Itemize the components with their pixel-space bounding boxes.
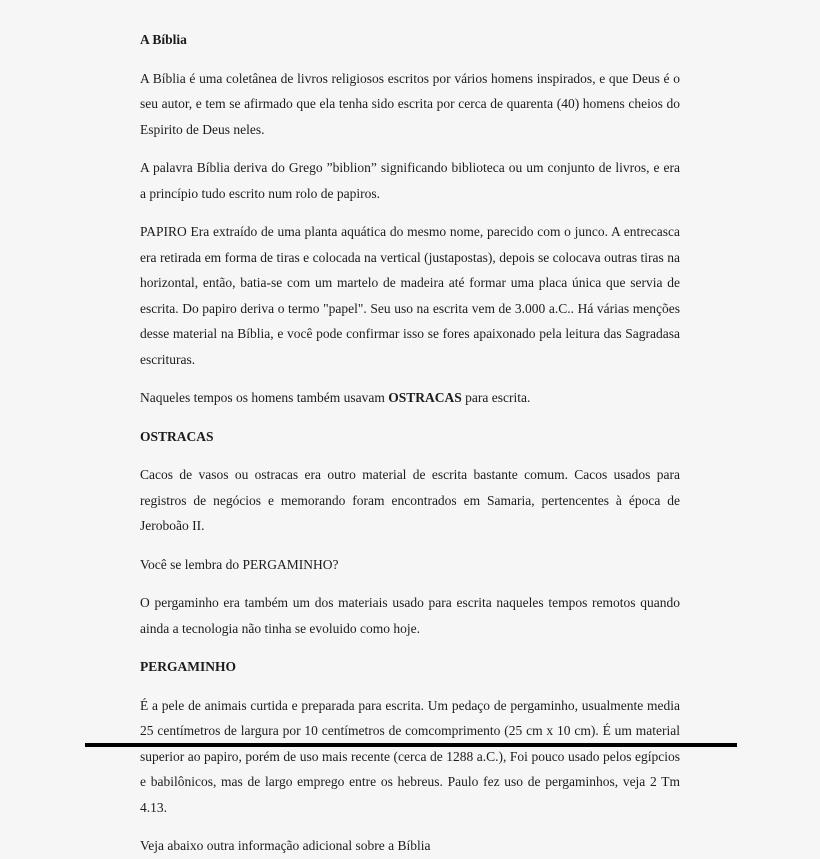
document-title: A Bíblia	[140, 32, 187, 47]
heading-ostracas: OSTRACAS	[140, 428, 214, 444]
ostracas-intro-before: Naqueles tempos os homens também usavam	[140, 390, 389, 405]
paragraph-pergaminho-intro: O pergaminho era também um dos materiais usado para escrita naqueles tempos remotos quando ainda a tecnologia não tinha se evoluido como hoje.	[140, 595, 680, 636]
paragraph-pergaminho-question: Você se lembra do PERGAMINHO?	[140, 556, 339, 572]
paragraph-pergaminho: É a pele de animais curtida e preparada para escrita. Um pedaço de pergaminho, usualmente media 25 centímetros de largura por 10 centímetros de comcomprimento (25 cm x 10 cm). É um material superior ao papiro, porém de uso mais recente (cerca de 1288 a.C.), Foi pouco usado pelos egípcios e babilônicos, mas de largo emprego entre os hebreus. Paulo fez uso de pergaminhos, veja 2 Tm 4.13.	[140, 697, 680, 815]
paragraph-papiro: PAPIRO Era extraído de uma planta aquática do mesmo nome, parecido com o junco. A entrecasca era retirada em forma de tiras e colocada na vertical (justapostas), depois se colocava outras tiras na horizontal, então, batia-se com um martelo de madeira até formar uma placa única que servia de escrita. Do papiro deriva o termo "papel". Seu uso na escrita vem de 3.000 a.C.. Há várias menções desse material na Bíblia, e você pode confirmar isso se fores apaixonado pela leitura das Sagradasa escrituras.	[140, 224, 680, 367]
ostracas-intro-after: para escrita.	[461, 390, 531, 405]
bottom-black-bar	[85, 743, 737, 747]
paragraph-closing: Veja abaixo outra informação adicional sobre a Bíblia	[140, 838, 431, 853]
paragraph-ostracas-intro	[140, 385, 680, 411]
heading-pergaminho: PERGAMINHO	[140, 659, 236, 674]
paragraph-intro: A Bíblia é uma coletânea de livros religiosos escritos por vários homens inspirados, e que Deus é o seu autor, e tem se afirmado que ela tenha sido escrita por cerca de quarenta (40) homens cheios do Espirito de Deus neles.	[140, 70, 680, 137]
paragraph-ostracas: Cacos de vasos ou ostracas era outro material de escrita bastante comum. Cacos usados para registros de negócios e memorando foram encontrados em Samaria, pertencentes à época de Jeroboão II.	[140, 467, 680, 533]
ostracas-intro-bold: OSTRACAS	[388, 390, 462, 405]
paragraph-word-origin: A palavra Bíblia deriva do Grego ”biblion” significando biblioteca ou um conjunto de livros, e era a princípio tudo escrito num rolo de papiros.	[140, 160, 680, 201]
